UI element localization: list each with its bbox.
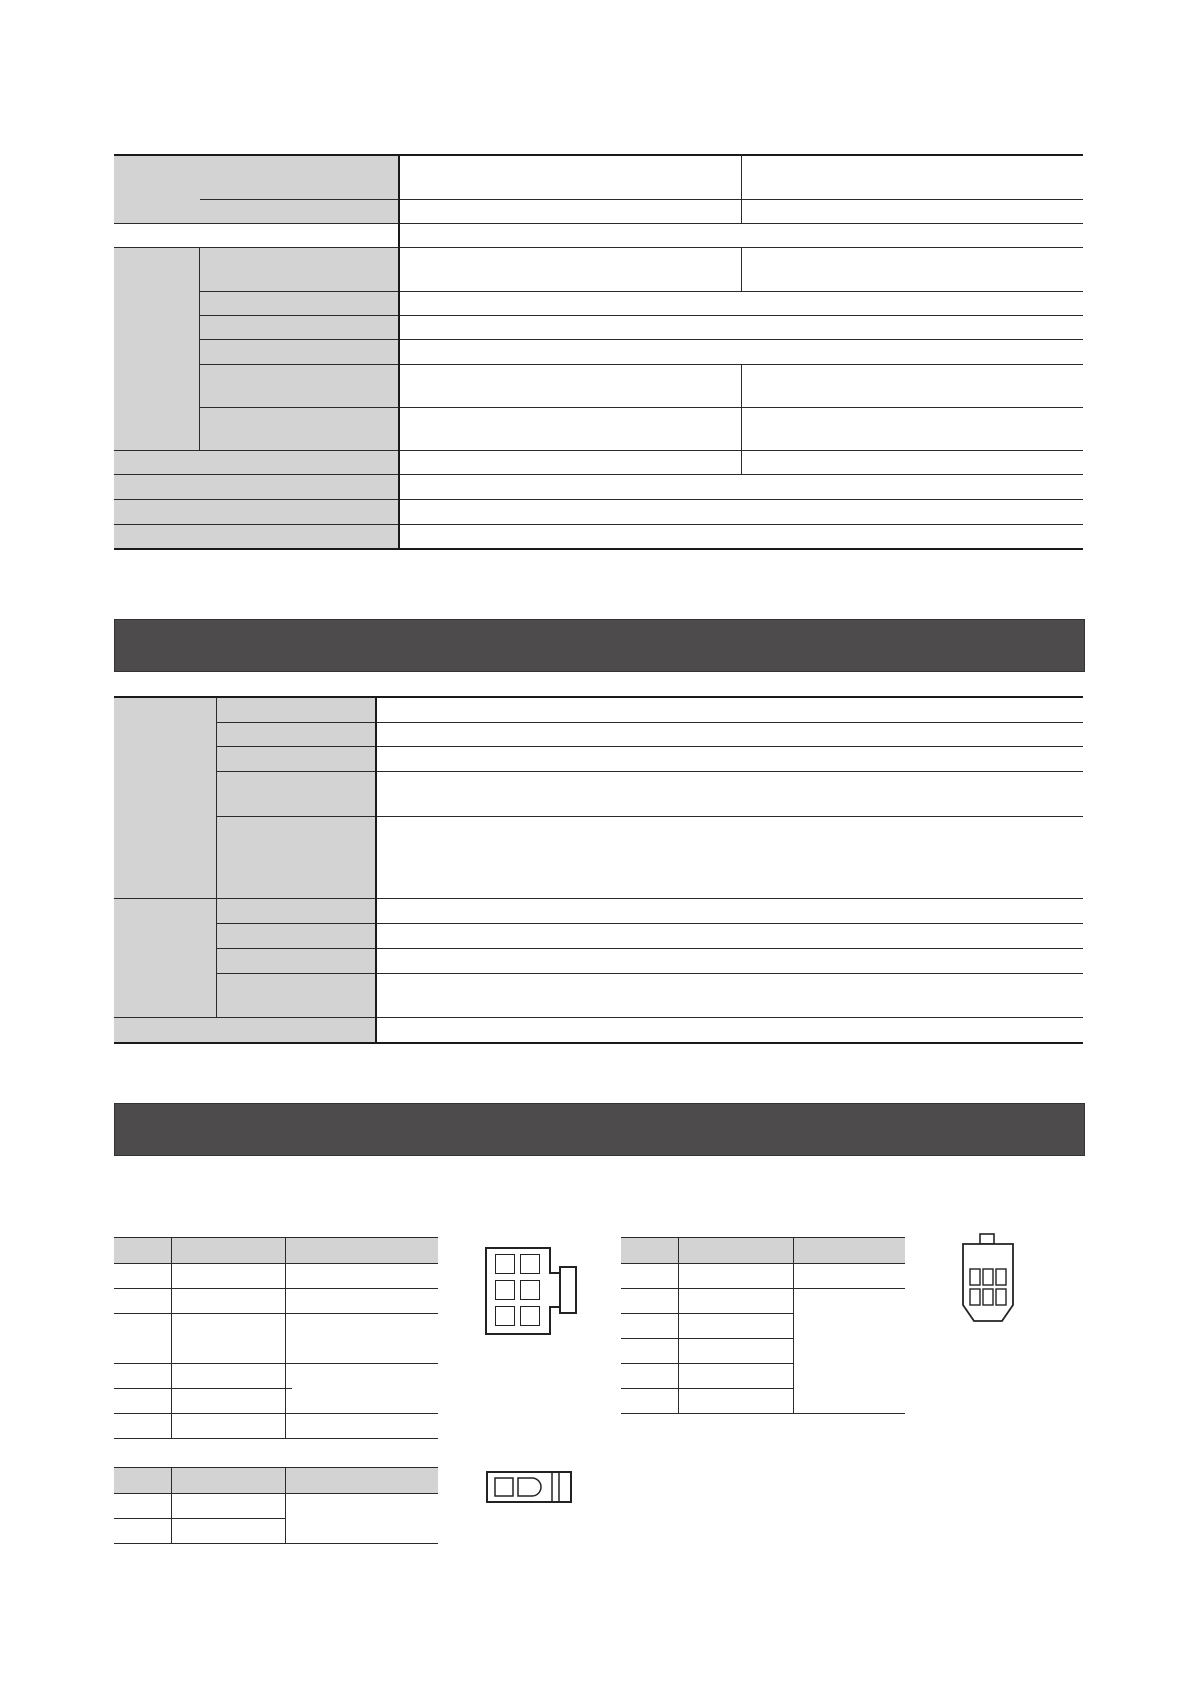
connector-latch-outer bbox=[559, 1266, 577, 1314]
pin-4-icon bbox=[520, 1280, 540, 1300]
io-header-shade-sub-2 bbox=[217, 899, 376, 1018]
spec-header-shade-group bbox=[114, 248, 199, 451]
pin-6-icon bbox=[520, 1306, 540, 1326]
section-band-2 bbox=[114, 1103, 1085, 1156]
io-header-shade-group-2 bbox=[114, 899, 216, 1018]
io-header-shade-bottom bbox=[114, 1018, 376, 1044]
pin-5-icon bbox=[495, 1306, 515, 1326]
pin-2-icon bbox=[520, 1254, 540, 1274]
io-header-shade-group-1 bbox=[114, 697, 216, 899]
section-band-1 bbox=[114, 619, 1085, 672]
2-pin-connector-diagram bbox=[486, 1471, 572, 1503]
pin-1-icon bbox=[495, 1254, 515, 1274]
pin-3-icon bbox=[495, 1280, 515, 1300]
io-header-shade-sub-1 bbox=[217, 697, 376, 899]
spec-header-shade-top bbox=[114, 155, 399, 224]
6-pin-connector-diagram bbox=[485, 1247, 577, 1335]
spec-header-shade-bottom bbox=[114, 451, 399, 550]
spec-header-shade-sub bbox=[200, 248, 399, 451]
6-pin-socket-diagram bbox=[960, 1233, 1016, 1325]
